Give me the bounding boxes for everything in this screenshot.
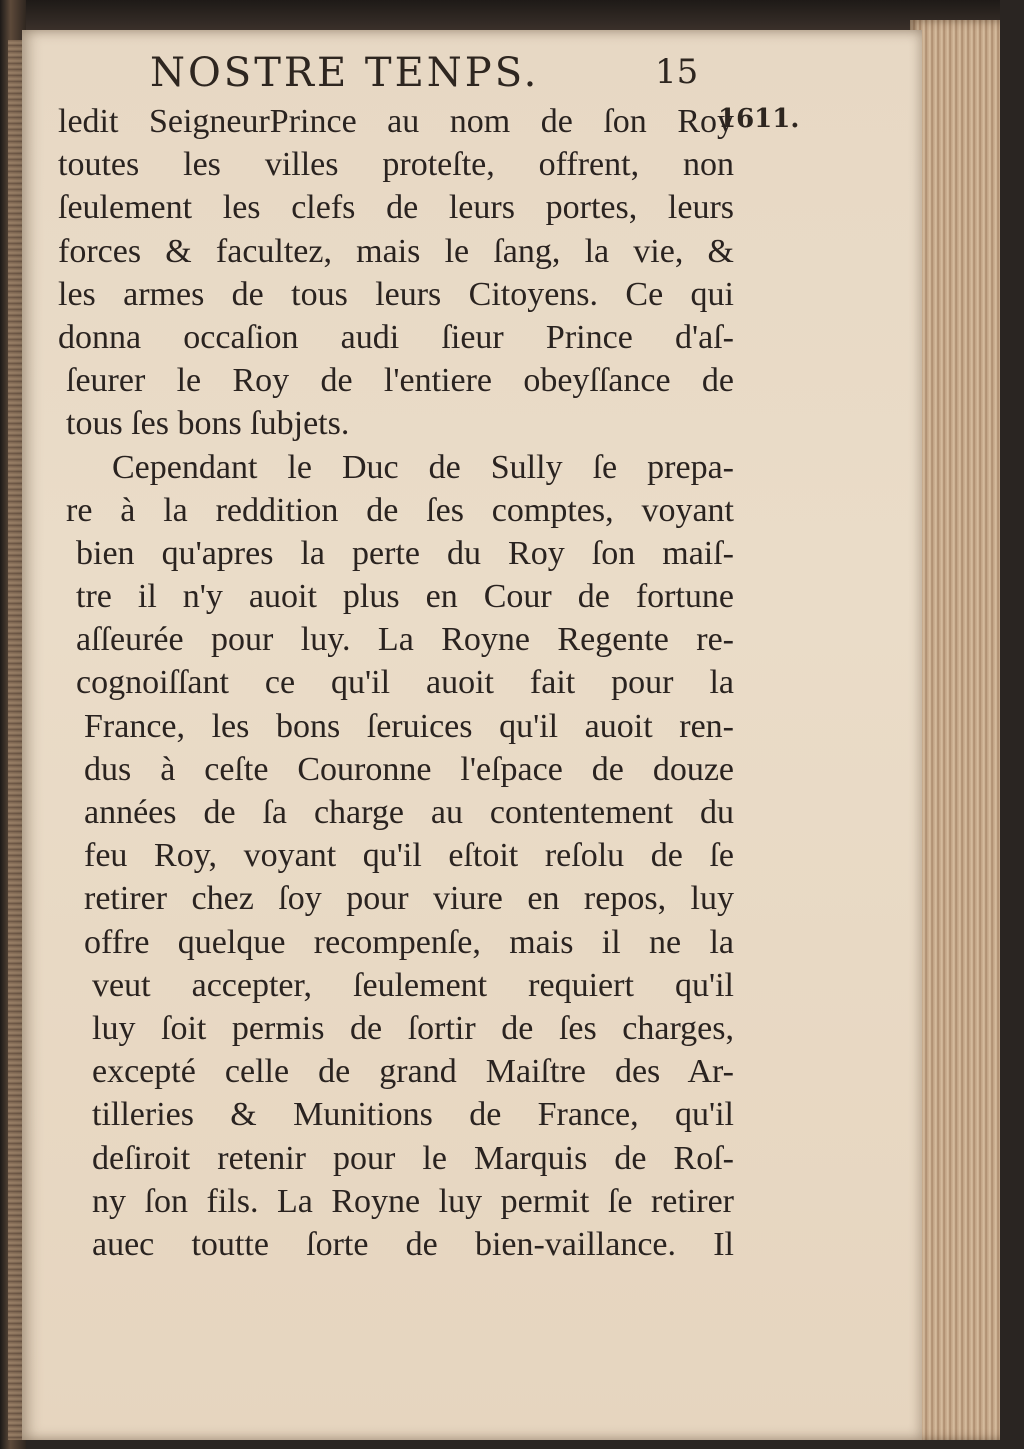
body-text	[54, 100, 734, 1266]
text-line: tous ſes bons ſubjets.	[66, 405, 350, 443]
margin-year: 1611.	[718, 104, 800, 134]
text-line: toutes les villes proteſte, offrent, non	[58, 146, 734, 184]
text-line: aſſeurée pour luy. La Royne Regente re-	[76, 621, 734, 659]
running-title: NOSTRE TENPS.	[150, 50, 540, 96]
text-line: ſeurer le Roy de l'entiere obeyſſance de	[66, 362, 734, 400]
page-edges-right	[910, 20, 1010, 1440]
text-line: bien qu'apres la perte du Roy ſon maiſ-	[76, 534, 734, 572]
text-line: re à la reddition de ſes comptes, voyant	[66, 491, 734, 529]
background-right	[1000, 0, 1024, 1449]
text-line: luy ſoit permis de ſortir de ſes charges,	[92, 1009, 734, 1047]
page-number: 15	[655, 52, 699, 92]
text-line: donna occaſion audi ſieur Prince d'aſ-	[58, 318, 734, 356]
text-line: feu Roy, voyant qu'il eſtoit reſolu de ſe	[84, 837, 734, 875]
text-line: excepté celle de grand Maiſtre des Ar-	[92, 1053, 734, 1091]
text-line: ſeulement les clefs de leurs portes, leurs	[58, 189, 734, 227]
running-head	[150, 50, 730, 96]
text-line: offre quelque recompenſe, mais il ne la	[84, 923, 734, 961]
text-line: veut accepter, ſeulement requiert qu'il	[92, 966, 734, 1004]
text-line: tre il n'y auoit plus en Cour de fortune	[76, 578, 734, 616]
text-line: deſiroit retenir pour le Marquis de Roſ-	[92, 1139, 734, 1177]
text-line: cognoiſſant ce qu'il auoit fait pour la	[76, 664, 734, 702]
text-line: ledit SeigneurPrince au nom de ſon Roy	[58, 103, 734, 140]
top-shadow	[0, 0, 1024, 30]
text-line: tilleries & Munitions de France, qu'il	[92, 1096, 734, 1134]
text-line: forces & facultez, mais le ſang, la vie, &	[58, 232, 734, 270]
text-line: retirer chez ſoy pour viure en repos, luy	[84, 880, 734, 918]
paragraph-start-line: Cependant le Duc de Sully ſe prepa-	[112, 448, 734, 486]
text-line: France, les bons ſeruices qu'il auoit ren-	[84, 707, 734, 745]
text-line: dus à ceſte Couronne l'eſpace de douze	[84, 750, 734, 788]
text-line: les armes de tous leurs Citoyens. Ce qui	[58, 275, 734, 313]
text-line: années de ſa charge au contentement du	[84, 794, 734, 831]
text-line: auec toutte ſorte de bien-vaillance. Il	[92, 1225, 734, 1263]
text-line: ny ſon fils. La Royne luy permit ſe retirer	[92, 1182, 734, 1220]
